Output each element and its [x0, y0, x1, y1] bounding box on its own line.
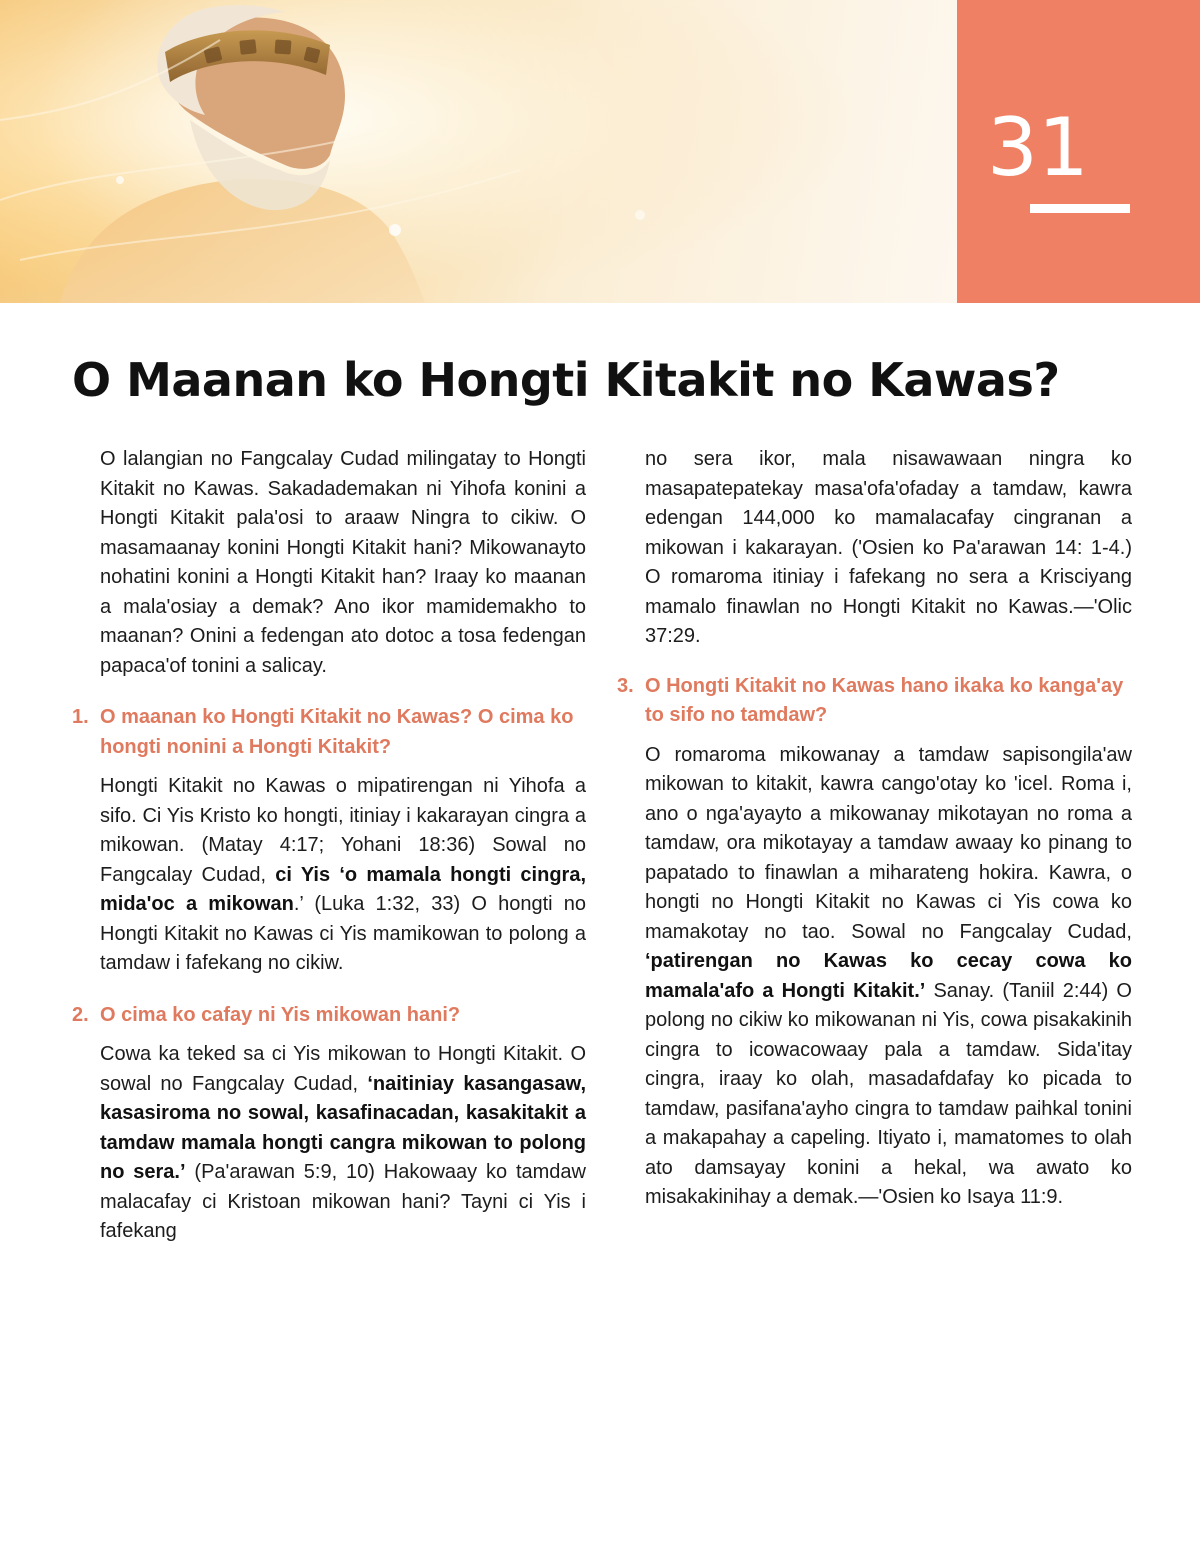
answer-emphasis: ci Yis ‘o mamala hongti cingra, mida'oc a mikowan — [100, 863, 586, 915]
answer-paragraph-start — [100, 1040, 586, 1247]
question-text: O maanan ko Hongti Kitakit no Kawas? O cima ko hongti nonini a Hongti Kitakit? — [100, 706, 574, 758]
answer-text: no sera ikor, mala nisawawaan ningra ko masapatepatekay masa'ofa'ofaday a tamdaw, kawra edengan 144,000 ko mamalacafay cingranan a mikowan i kakarayan. ('Osien ko Pa'arawan 14: 1-4.) O romaroma itiniay i fafekang no sera a Krisciyang mamalo finawlan no Hongti Kitakit no Kawas.—'Olic 37:29. — [645, 448, 1132, 647]
answer-paragraph — [645, 741, 1132, 1213]
question-heading — [617, 672, 1132, 731]
column-right — [617, 445, 1132, 1213]
column-left — [72, 445, 587, 1247]
question-number: 3. — [617, 674, 634, 697]
answer-text: (Pa'arawan 5:9, 10) Hakowaay ko tamdaw malacafay ci Kristoan mikowan hani? Tayni ci Yis i fafekang — [100, 1161, 586, 1242]
answer-emphasis: ‘naitiniay kasangasaw, kasasiroma no sowal, kasafinacadan, kasakitakit a tamdaw mamala hongti cangra mikowan to polong no sera.’ — [100, 1072, 586, 1183]
badge-underline — [1030, 204, 1130, 213]
man-with-crown-illustration — [0, 0, 957, 303]
answer-text: Sanay. (Taniil 2:44) O polong no cikiw ko mikowanan ni Yis, cowa pisakakinih cingra to icowacowaay pala a tamdaw. Sida'itay cingra, iraay ko olah, masadafdafay ko picada to tamdaw, pasifana'ayho cingra to tamdaw paihkal tonini a makapahay a capeling. Itiyato i, mamatomes to olah ato damsayay konini a hekal, wa awato ko misakakinihay a demak.—'Osien ko Isaya 11:9. — [645, 979, 1132, 1208]
question-heading — [72, 1001, 586, 1031]
question-text: O Hongti Kitakit no Kawas hano ikaka ko kanga'ay to sifo no tamdaw? — [645, 674, 1124, 726]
intro-paragraph: O lalangian no Fangcalay Cudad milingatay to Hongti Kitakit no Kawas. Sakadademakan ni Yihofa konini a Hongti Kitakit pala'osi to araaw Ningra to cikiw. O masamaanay konini Hongti Kitakit hani? Mikowanayto nohatini konini a Hongti Kitakit han? Iraay ko maanan a mala'osiay a demak? Ano ikor mamidemakho to maanan? Onini a fedengan ato dotoc a tosa fedengan papaca'of tonini a salicay. — [100, 448, 586, 677]
chapter-badge — [957, 0, 1200, 303]
chapter-number: 31 — [987, 101, 1089, 194]
answer-paragraph — [100, 772, 586, 979]
hero-image — [0, 0, 957, 303]
answer-paragraph-continued — [645, 445, 1132, 652]
page-title: O Maanan ko Hongti Kitakit no Kawas? — [72, 353, 1060, 407]
question-text: O cima ko cafay ni Yis mikowan hani? — [100, 1003, 461, 1026]
question-number: 2. — [72, 1003, 89, 1026]
answer-text: Hongti Kitakit no Kawas o mipatirengan ni Yihofa a sifo. Ci Yis Kristo ko hongti, itiniay i kakarayan cingra a mikowan. (Matay 4:17; Yohani 18:36) Sowal no Fangcalay Cudad, — [100, 775, 586, 886]
question-number: 1. — [72, 706, 89, 728]
answer-text: .’ (Luka 1:32, 33) O hongti no Hongti Kitakit no Kawas ci Yis mamikowan to polong a tamdaw i fafekang no cikiw. — [100, 893, 587, 974]
answer-text: O romaroma mikowanay a tamdaw sapisongila'aw mikowan to kitakit, kawra cango'otay ko 'icel. Roma i, ano o nga'ayayto a mikowanay mikotayan no roma a tamdaw, ora mikotayay a tamdaw awaay ko pinang to papatado to finawlan a miharateng hokira. Kawra, o hongti no Hongti Kitakit no Kawas ci Yis cowa ko mamakotay no tao. Sowal no Fangcalay Cudad, — [645, 743, 1132, 943]
answer-text: Cowa ka teked sa ci Yis mikowan to Hongti Kitakit. O sowal no Fangcalay Cudad, — [100, 1043, 586, 1095]
answer-emphasis: ‘patirengan no Kawas ko cecay cowa ko mamala'afo a Hongti Kitakit.’ — [645, 950, 1132, 1002]
question-heading — [72, 703, 586, 762]
